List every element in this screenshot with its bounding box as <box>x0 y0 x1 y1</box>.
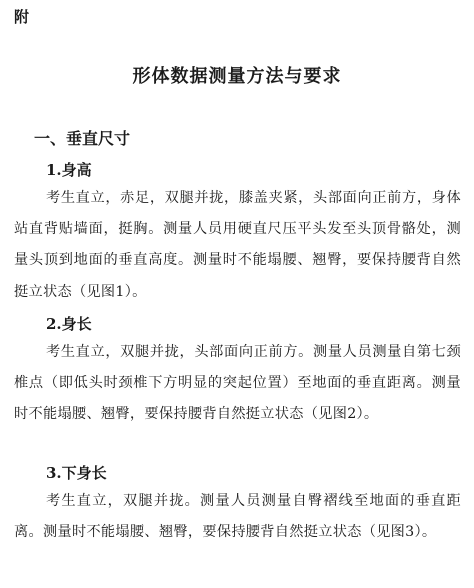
subheading-body-length: 2.身长 <box>46 315 92 333</box>
paragraph-lower-body-length: 考生直立，双腿并拢。测量人员测量自臀褶线至地面的垂直距离。测量时不能塌腰、翘臀，要保持腰背自然挺立状态（见图3）。 <box>14 493 461 541</box>
section-heading-vertical-dimensions: 一、垂直尺寸 <box>34 129 131 148</box>
subheading-height: 1.身高 <box>46 161 92 179</box>
appendix-label: 附 <box>14 8 30 26</box>
document-title: 形体数据测量方法与要求 <box>132 66 342 87</box>
subheading-lower-body-length: 3.下身长 <box>46 464 107 482</box>
paragraph-height: 考生直立，赤足，双腿并拢，膝盖夹紧，头部面向正前方，身体站直背贴墙面，挺胸。测量人员用硬直尺压平头发至头顶骨骼处，测量头顶到地面的垂直高度。测量时不能塌腰、翘臀，要保持腰背自然挺立状态（见图1）。 <box>14 190 461 300</box>
paragraph-body-length: 考生直立，双腿并拢，头部面向正前方。测量人员测量自第七颈椎点（即低头时颈椎下方明显的突起位置）至地面的垂直距离。测量时不能塌腰、翘臀，要保持腰背自然挺立状态（见图2）。 <box>14 344 461 423</box>
